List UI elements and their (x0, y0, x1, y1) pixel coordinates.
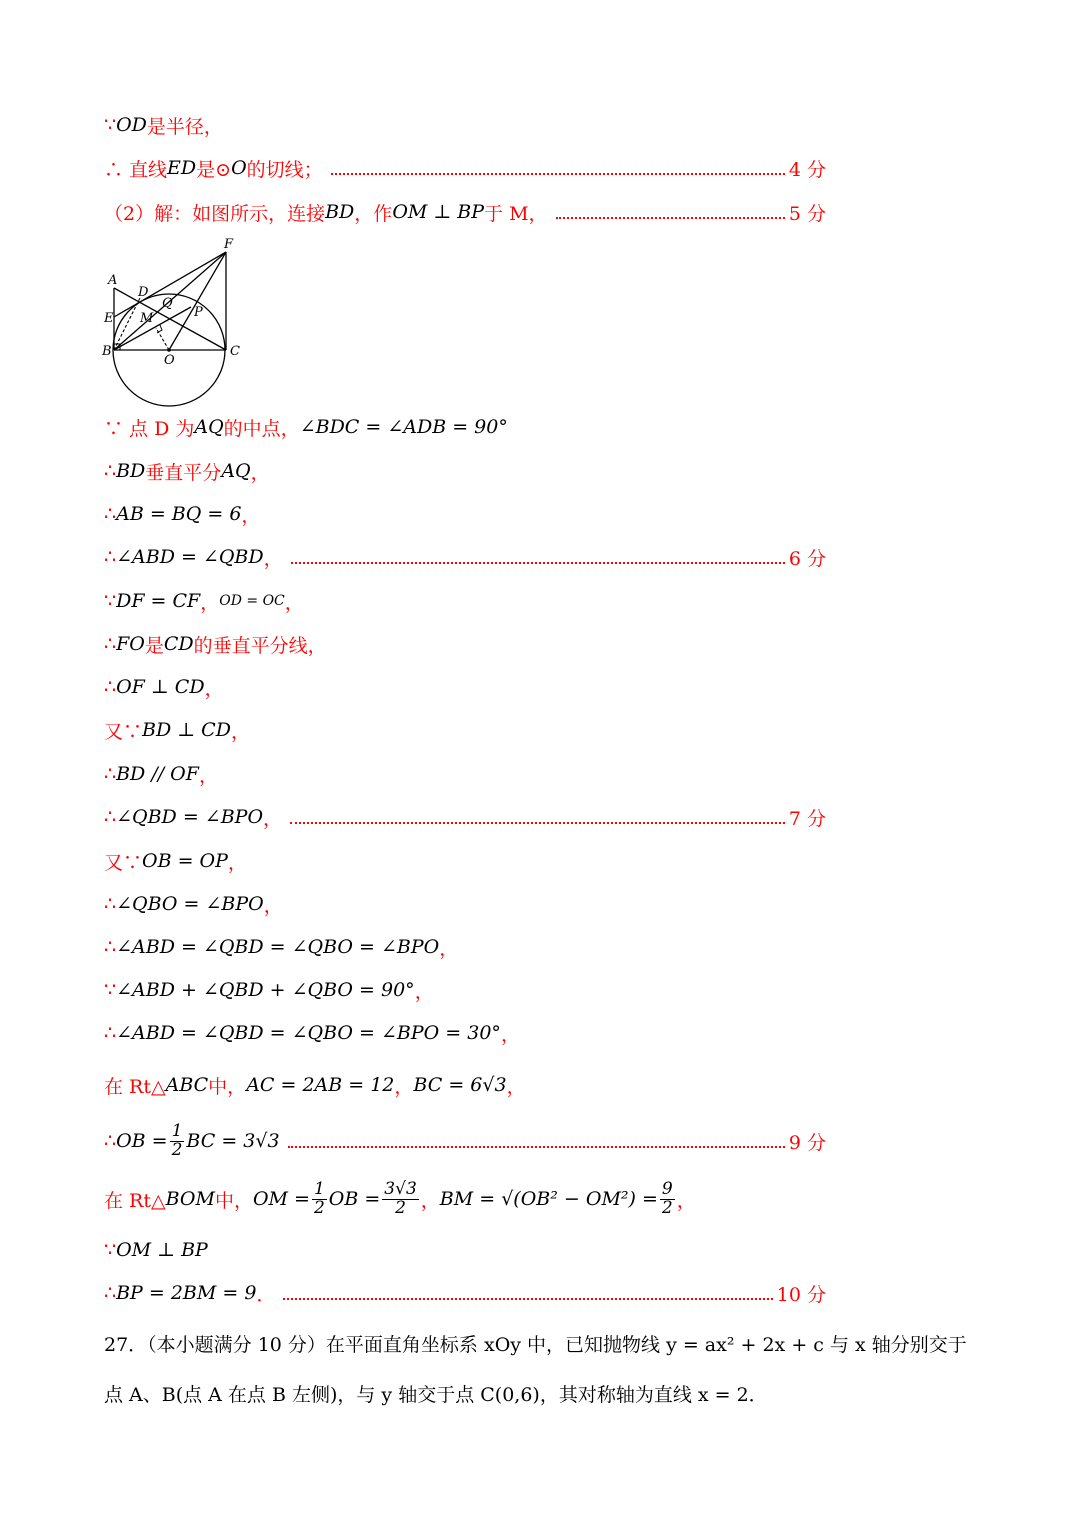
text-segment: OB = OP (142, 850, 228, 872)
text-segment: 中， (208, 1075, 247, 1098)
dotted-leader (556, 217, 785, 219)
text-segment: ， (200, 591, 220, 614)
text-segment: BD (116, 460, 146, 482)
solution-line-l10 (104, 672, 224, 702)
geometry-figure (96, 232, 256, 408)
solution-line-l17 (104, 975, 434, 1005)
score-10: 10 分 (776, 1283, 826, 1306)
text-segment: AB = BQ = 6 (116, 503, 242, 525)
text-segment: ∠ABD + ∠QBD + ∠QBO = 90° (116, 979, 415, 1001)
text-segment: AQ (221, 460, 251, 482)
text-segment: ， (506, 1075, 526, 1098)
text-segment: O (231, 157, 247, 179)
segment-om-dashed (156, 328, 169, 350)
text-segment: ∴ (104, 460, 117, 482)
text-segment: 的切线； (246, 158, 323, 181)
label-q: Q (162, 296, 173, 311)
label-o: O (164, 353, 175, 368)
fraction-half: $\frac{1}{2}$ (171, 1120, 183, 1160)
text-segment: 垂直平分 (145, 461, 222, 484)
solution-line-l14 (104, 846, 247, 876)
text-segment: BD // OF (116, 763, 199, 785)
point-o (167, 348, 171, 352)
dotted-leader (290, 822, 785, 824)
solution-line-l1 (104, 110, 223, 140)
text-segment: ∵ (104, 979, 117, 1001)
label-c: C (230, 344, 240, 359)
text-segment: 于 M， (484, 202, 548, 225)
solution-line-l15 (104, 889, 283, 919)
label-d: D (138, 285, 149, 300)
text-segment: FO (116, 633, 145, 655)
solution-line-l3 (104, 197, 826, 227)
text-segment: ∠ABD = ∠QBD (116, 546, 264, 568)
question-27-line2: 点 A、B(点 A 在点 B 左侧)，与 y 轴交于点 C(0,6)，其对称轴为直线 x = 2． (104, 1384, 768, 1406)
text-segment: ， (198, 764, 218, 787)
text-segment: BD ⊥ CD (142, 719, 231, 741)
text-segment: ， (263, 547, 283, 570)
solution-line-l6 (104, 499, 260, 529)
solution-line-l5 (104, 456, 270, 486)
label-b: B (102, 344, 112, 359)
solution-line-l11 (104, 715, 250, 745)
line-ob-value: ∴ OB = $\frac{1}{2}$ BC = 3√3 9 分 (104, 1120, 826, 1160)
score-mark: 7 分 (788, 807, 826, 830)
score-mark: 6 分 (788, 547, 826, 570)
text-segment: ED (167, 157, 197, 179)
text-segment: ∴ (104, 763, 117, 785)
text-segment: ∴ (104, 503, 117, 525)
text-segment: 又∵ (104, 720, 143, 743)
text-segment: ∠BDC = ∠ADB = 90° (299, 416, 508, 438)
text-segment: ∵ (104, 590, 117, 612)
score-mark: 4 分 (788, 158, 826, 181)
text-segment: OD = OC (219, 593, 285, 609)
dotted-leader (288, 1146, 785, 1148)
label-m: M (140, 311, 154, 326)
solution-line-l2 (104, 153, 826, 183)
text-segment: 的中点， (223, 417, 300, 440)
text-segment: BC = 6√3 (413, 1074, 507, 1096)
text-segment: OD (116, 114, 147, 136)
dotted-leader (331, 173, 785, 175)
label-e: E (104, 311, 114, 326)
text-segment: ， (241, 504, 261, 527)
text-segment: OF ⊥ CD (116, 676, 205, 698)
text-segment: ∴ (104, 676, 117, 698)
solution-line-l12 (104, 759, 218, 789)
label-f: F (224, 237, 234, 252)
solution-line-l16 (104, 932, 458, 962)
text-segment: 的垂直平分线， (193, 634, 327, 657)
line-bom-triangle: 在 Rt△ BOM 中， OM = $\frac{1}{2}$ OB = $\frac{3√3}{2}$ ， BM = √(OB² − OM²) = $\frac{9}{2}$ ， (104, 1178, 696, 1218)
solution-line-l19 (104, 1070, 526, 1100)
text-segment: ∠QBD = ∠BPO (116, 806, 264, 828)
segment-of (169, 252, 226, 350)
text-segment: ， (250, 461, 270, 484)
dotted-leader (291, 562, 785, 564)
score-9: 9 分 (788, 1131, 826, 1154)
text-segment: ABC (165, 1074, 209, 1096)
text-segment: ∴ (104, 633, 117, 655)
text-segment: ∴ (104, 893, 117, 915)
text-segment: AC = 2AB = 12 (246, 1074, 395, 1096)
text-segment: ∴ (104, 546, 117, 568)
text-segment: ， (204, 677, 224, 700)
text-segment: 又∵ (104, 851, 143, 874)
solution-line-l18 (104, 1018, 520, 1048)
text-segment: ∴ (104, 806, 117, 828)
solution-line-l8 (104, 586, 304, 616)
solution-line-l13 (104, 802, 826, 832)
text-segment: ， (230, 720, 250, 743)
text-segment: ∵ 点 D 为 (104, 417, 195, 440)
text-segment: ， (227, 851, 247, 874)
text-segment: ， (263, 894, 283, 917)
text-segment: AQ (194, 416, 224, 438)
solution-line-l4 (104, 412, 508, 442)
text-segment: BD (325, 201, 355, 223)
text-segment: 是⊙ (196, 158, 232, 181)
dotted-leader (283, 1298, 772, 1300)
question-27-line1: 27．（本小题满分 10 分）在平面直角坐标系 xOy 中，已知抛物线 y = ax² + 2x + c 与 x 轴分别交于 (104, 1334, 967, 1356)
score-mark: 5 分 (788, 202, 826, 225)
text-segment: 是 (144, 634, 164, 657)
text-segment: ， (414, 980, 434, 1003)
solution-line-l7 (104, 542, 826, 572)
solution-line-l9 (104, 629, 327, 659)
text-segment: ， (439, 937, 459, 960)
line-om-perp: ∵ OM ⊥ BP (104, 1239, 208, 1261)
label-p: P (194, 305, 203, 320)
text-segment: ∠ABD = ∠QBD = ∠QBO = ∠BPO = 30° (116, 1022, 501, 1044)
text-segment: ∵ (104, 114, 117, 136)
text-segment: ∴ 直线 (104, 158, 168, 181)
text-segment: 在 Rt△ (104, 1075, 166, 1098)
text-segment: 是半径， (146, 115, 223, 138)
label-a: A (108, 273, 118, 288)
line-bp-value: ∴ BP = 2BM = 9 ． 10 分 (104, 1278, 826, 1308)
text-segment: ∴ (104, 936, 117, 958)
text-segment: ， (500, 1023, 520, 1046)
text-segment: ∠ABD = ∠QBD = ∠QBO = ∠BPO (116, 936, 440, 958)
text-segment: ∴ (104, 1022, 117, 1044)
text-segment: CD (163, 633, 194, 655)
text-segment: OM ⊥ BP (392, 201, 485, 223)
text-segment: ， (394, 1075, 414, 1098)
text-segment: DF = CF (116, 590, 201, 612)
text-segment: ，作 (354, 202, 393, 225)
text-segment: （2）解：如图所示，连接 (104, 202, 326, 225)
text-segment: ， (263, 807, 283, 830)
text-segment: ， (284, 591, 304, 614)
text-segment: ∠QBO = ∠BPO (116, 893, 264, 915)
